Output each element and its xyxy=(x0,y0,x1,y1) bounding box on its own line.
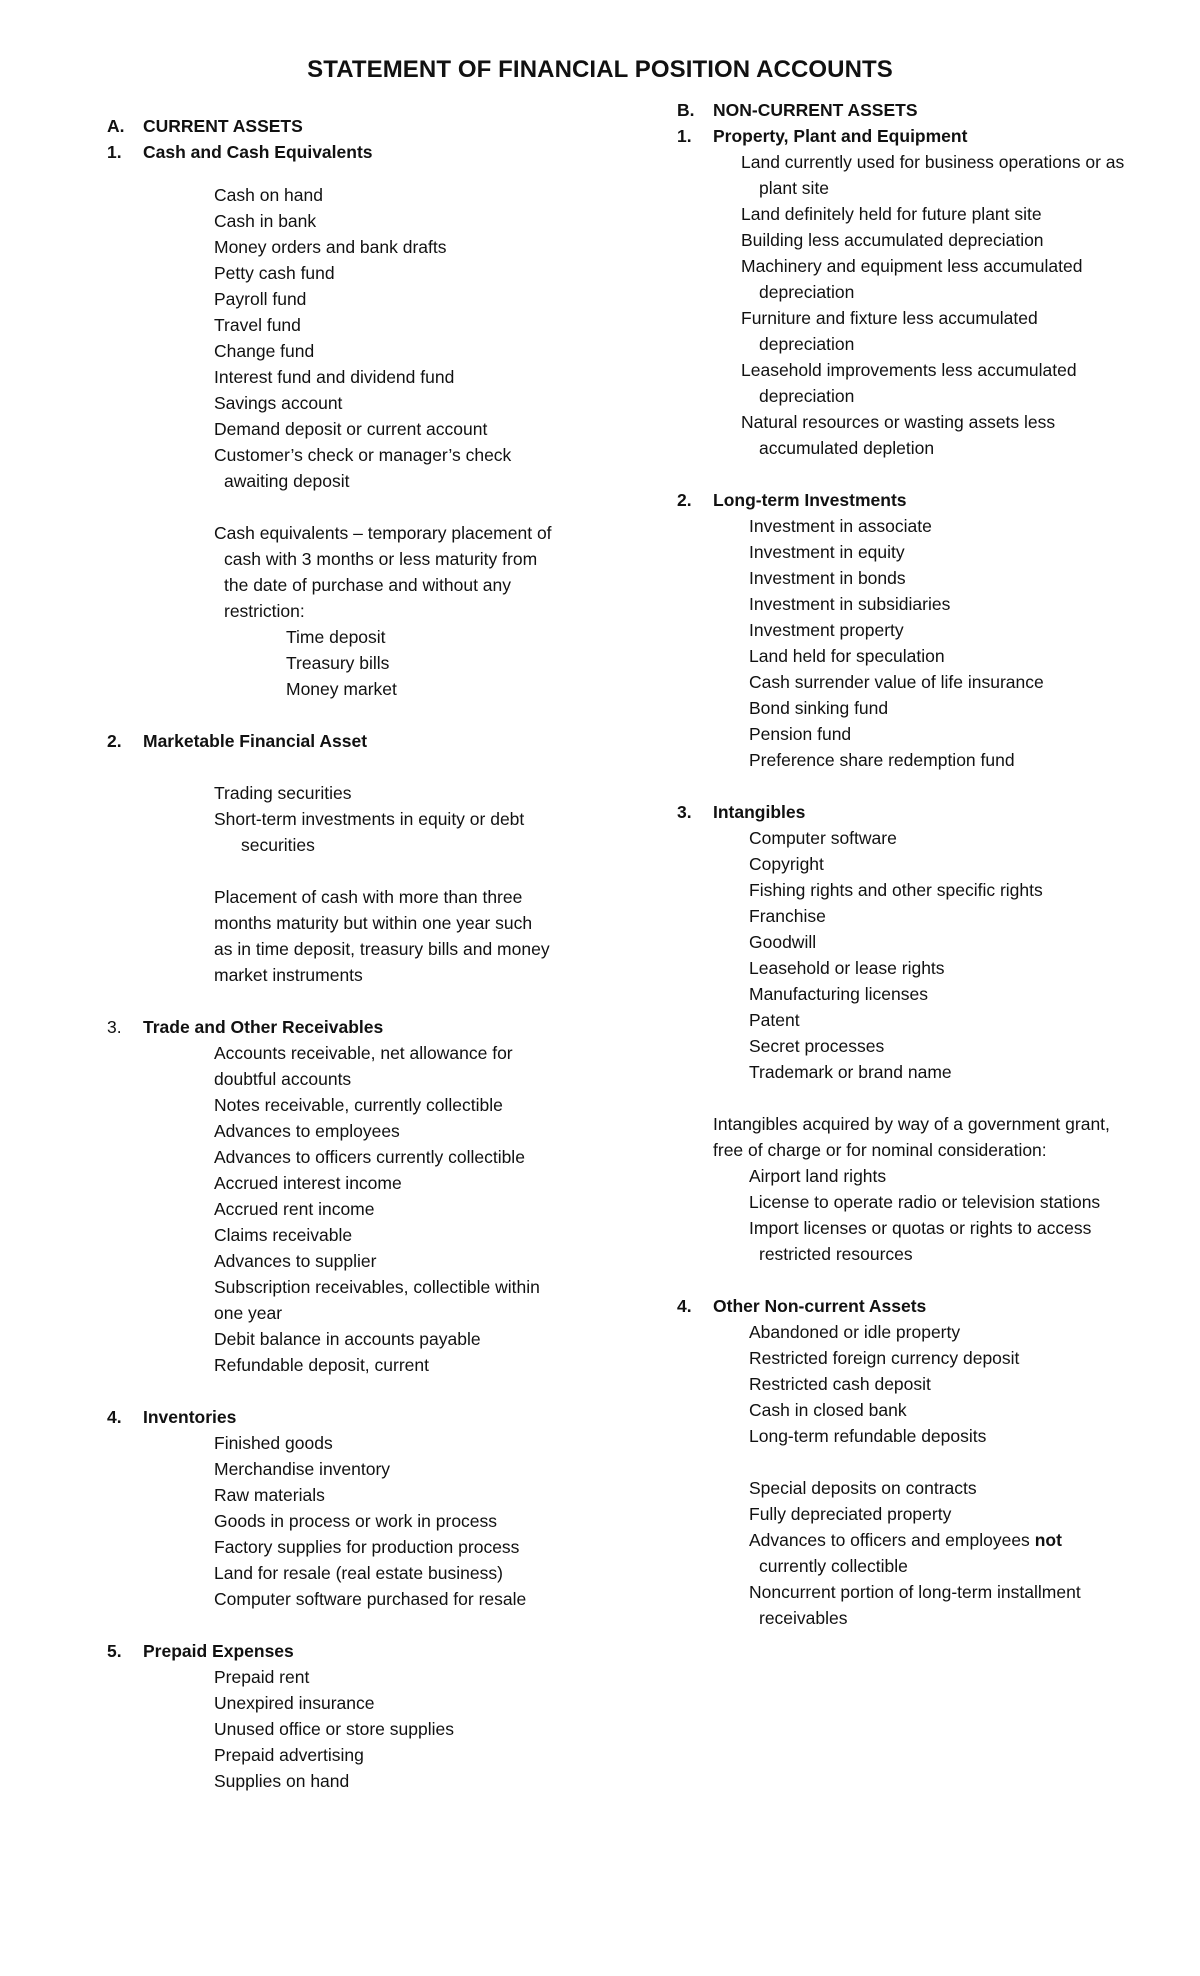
list-item: Change fund xyxy=(214,341,315,361)
list-item: Noncurrent portion of long-term installment xyxy=(749,1582,1081,1602)
list-item: Accrued rent income xyxy=(214,1199,375,1219)
list-item: Manufacturing licenses xyxy=(749,984,928,1004)
list-item: Land held for speculation xyxy=(749,646,945,666)
list-item: Investment property xyxy=(749,620,904,640)
list-item: Raw materials xyxy=(214,1485,325,1505)
list-item: Bond sinking fund xyxy=(749,698,889,718)
list-item: Airport land rights xyxy=(749,1166,887,1186)
advances-text: Advances to officers and employees xyxy=(749,1530,1035,1550)
nca-sec3-heading: Intangibles xyxy=(713,802,806,822)
cash-equivalents-text: Cash equivalents – temporary placement of xyxy=(214,523,552,543)
grant-intro-text: free of charge or for nominal consideration: xyxy=(713,1140,1047,1160)
list-item: Patent xyxy=(749,1010,800,1030)
placement-text: Placement of cash with more than three xyxy=(214,887,523,907)
list-item: Import licenses or quotas or rights to access xyxy=(749,1218,1092,1238)
list-item: Payroll fund xyxy=(214,289,307,309)
list-item: Prepaid advertising xyxy=(214,1745,364,1765)
list-item: Cash on hand xyxy=(214,185,323,205)
not-emphasis: not xyxy=(1034,1530,1062,1550)
list-item: Claims receivable xyxy=(214,1225,353,1245)
list-item: Supplies on hand xyxy=(214,1771,350,1791)
ca-sec4-heading: Inventories xyxy=(143,1407,237,1427)
placement-text: market instruments xyxy=(214,965,363,985)
ca-sec2-heading: Marketable Financial Asset xyxy=(143,731,368,751)
list-item: doubtful accounts xyxy=(214,1069,352,1089)
list-item: Investment in equity xyxy=(749,542,905,562)
list-item: Abandoned or idle property xyxy=(749,1322,961,1342)
list-item: Cash in bank xyxy=(214,211,317,231)
list-item: Leasehold or lease rights xyxy=(749,958,945,978)
list-item: Accounts receivable, net allowance for xyxy=(214,1043,513,1063)
list-item: Unexpired insurance xyxy=(214,1693,375,1713)
list-item: Advances to employees xyxy=(214,1121,400,1141)
list-item: awaiting deposit xyxy=(224,471,350,491)
list-item: Pension fund xyxy=(749,724,852,744)
page-title: STATEMENT OF FINANCIAL POSITION ACCOUNTS xyxy=(307,56,893,83)
section-a-letter: A. xyxy=(107,116,125,136)
list-item: plant site xyxy=(759,178,830,198)
list-item: Investment in bonds xyxy=(749,568,906,588)
list-item: Special deposits on contracts xyxy=(749,1478,977,1498)
list-item: Leasehold improvements less accumulated xyxy=(741,360,1077,380)
list-item: Investment in subsidiaries xyxy=(749,594,951,614)
ca-sec4-num: 4. xyxy=(107,1407,122,1427)
list-item: Machinery and equipment less accumulated xyxy=(741,256,1083,276)
cash-equivalents-text: restriction: xyxy=(224,601,305,621)
list-item: Cash surrender value of life insurance xyxy=(749,672,1044,692)
list-item: Preference share redemption fund xyxy=(749,750,1015,770)
list-item: Copyright xyxy=(749,854,824,874)
ca-sec3-num: 3. xyxy=(107,1017,122,1037)
section-a-heading: CURRENT ASSETS xyxy=(143,116,303,136)
list-item: Notes receivable, currently collectible xyxy=(214,1095,503,1115)
list-item: depreciation xyxy=(759,334,855,354)
list-item: Short-term investments in equity or debt xyxy=(214,809,525,829)
list-item: Secret processes xyxy=(749,1036,885,1056)
list-item: Land definitely held for future plant site xyxy=(741,204,1042,224)
list-item: Prepaid rent xyxy=(214,1667,310,1687)
list-item: Building less accumulated depreciation xyxy=(741,230,1044,250)
list-item: Travel fund xyxy=(214,315,301,335)
cash-equivalents-text: cash with 3 months or less maturity from xyxy=(224,549,538,569)
list-item: Factory supplies for production process xyxy=(214,1537,520,1557)
ca-sec1-num: 1. xyxy=(107,142,122,162)
list-item: Cash in closed bank xyxy=(749,1400,907,1420)
list-item: receivables xyxy=(759,1608,848,1628)
nca-sec1-heading: Property, Plant and Equipment xyxy=(713,126,968,146)
list-item: Investment in associate xyxy=(749,516,932,536)
nca-sec2-num: 2. xyxy=(677,490,692,510)
list-item: Interest fund and dividend fund xyxy=(214,367,455,387)
list-item: currently collectible xyxy=(759,1556,908,1576)
nca-sec4-heading: Other Non-current Assets xyxy=(713,1296,927,1316)
list-item: Treasury bills xyxy=(286,653,390,673)
list-item: License to operate radio or television stations xyxy=(749,1192,1101,1212)
list-item: one year xyxy=(214,1303,283,1323)
list-item: Demand deposit or current account xyxy=(214,419,488,439)
list-item: Merchandise inventory xyxy=(214,1459,391,1479)
list-item: Fishing rights and other specific rights xyxy=(749,880,1043,900)
placement-text: months maturity but within one year such xyxy=(214,913,533,933)
list-item: Advances to supplier xyxy=(214,1251,377,1271)
list-item: accumulated depletion xyxy=(759,438,935,458)
list-item: Computer software xyxy=(749,828,897,848)
ca-sec3-heading: Trade and Other Receivables xyxy=(143,1017,384,1037)
list-item-advances xyxy=(749,1527,1062,1553)
list-item: Money orders and bank drafts xyxy=(214,237,447,257)
list-item: Debit balance in accounts payable xyxy=(214,1329,481,1349)
list-item: Computer software purchased for resale xyxy=(214,1589,527,1609)
list-item: Savings account xyxy=(214,393,343,413)
list-item: Restricted foreign currency deposit xyxy=(749,1348,1020,1368)
cash-equivalents-text: the date of purchase and without any xyxy=(224,575,512,595)
list-item: depreciation xyxy=(759,386,855,406)
list-item: Land for resale (real estate business) xyxy=(214,1563,503,1583)
list-item: Subscription receivables, collectible within xyxy=(214,1277,540,1297)
ca-sec5-heading: Prepaid Expenses xyxy=(143,1641,294,1661)
list-item: Petty cash fund xyxy=(214,263,335,283)
list-item: Trademark or brand name xyxy=(749,1062,952,1082)
ca-sec5-num: 5. xyxy=(107,1641,122,1661)
list-item: Restricted cash deposit xyxy=(749,1374,931,1394)
nca-sec1-num: 1. xyxy=(677,126,692,146)
grant-intro-text: Intangibles acquired by way of a government grant, xyxy=(713,1114,1110,1134)
list-item: Franchise xyxy=(749,906,826,926)
nca-sec3-num: 3. xyxy=(677,802,692,822)
list-item: Land currently used for business operations or as xyxy=(741,152,1125,172)
list-item: Furniture and fixture less accumulated xyxy=(741,308,1038,328)
list-item: Refundable deposit, current xyxy=(214,1355,429,1375)
section-b-letter: B. xyxy=(677,100,695,120)
nca-sec4-num: 4. xyxy=(677,1296,692,1316)
list-item: Money market xyxy=(286,679,397,699)
list-item: securities xyxy=(241,835,315,855)
list-item: depreciation xyxy=(759,282,855,302)
list-item: Advances to officers currently collectible xyxy=(214,1147,525,1167)
list-item: Goods in process or work in process xyxy=(214,1511,498,1531)
section-b-heading: NON-CURRENT ASSETS xyxy=(713,100,918,120)
list-item: Finished goods xyxy=(214,1433,333,1453)
list-item: Unused office or store supplies xyxy=(214,1719,454,1739)
list-item: Natural resources or wasting assets less xyxy=(741,412,1056,432)
list-item: Fully depreciated property xyxy=(749,1504,952,1524)
list-item: restricted resources xyxy=(759,1244,913,1264)
list-item: Long-term refundable deposits xyxy=(749,1426,987,1446)
ca-sec1-heading: Cash and Cash Equivalents xyxy=(143,142,373,162)
list-item: Time deposit xyxy=(286,627,386,647)
ca-sec2-num: 2. xyxy=(107,731,122,751)
list-item: Accrued interest income xyxy=(214,1173,402,1193)
list-item: Trading securities xyxy=(214,783,352,803)
list-item: Goodwill xyxy=(749,932,817,952)
placement-text: as in time deposit, treasury bills and money xyxy=(214,939,550,959)
nca-sec2-heading: Long-term Investments xyxy=(713,490,907,510)
list-item: Customer’s check or manager’s check xyxy=(214,445,512,465)
